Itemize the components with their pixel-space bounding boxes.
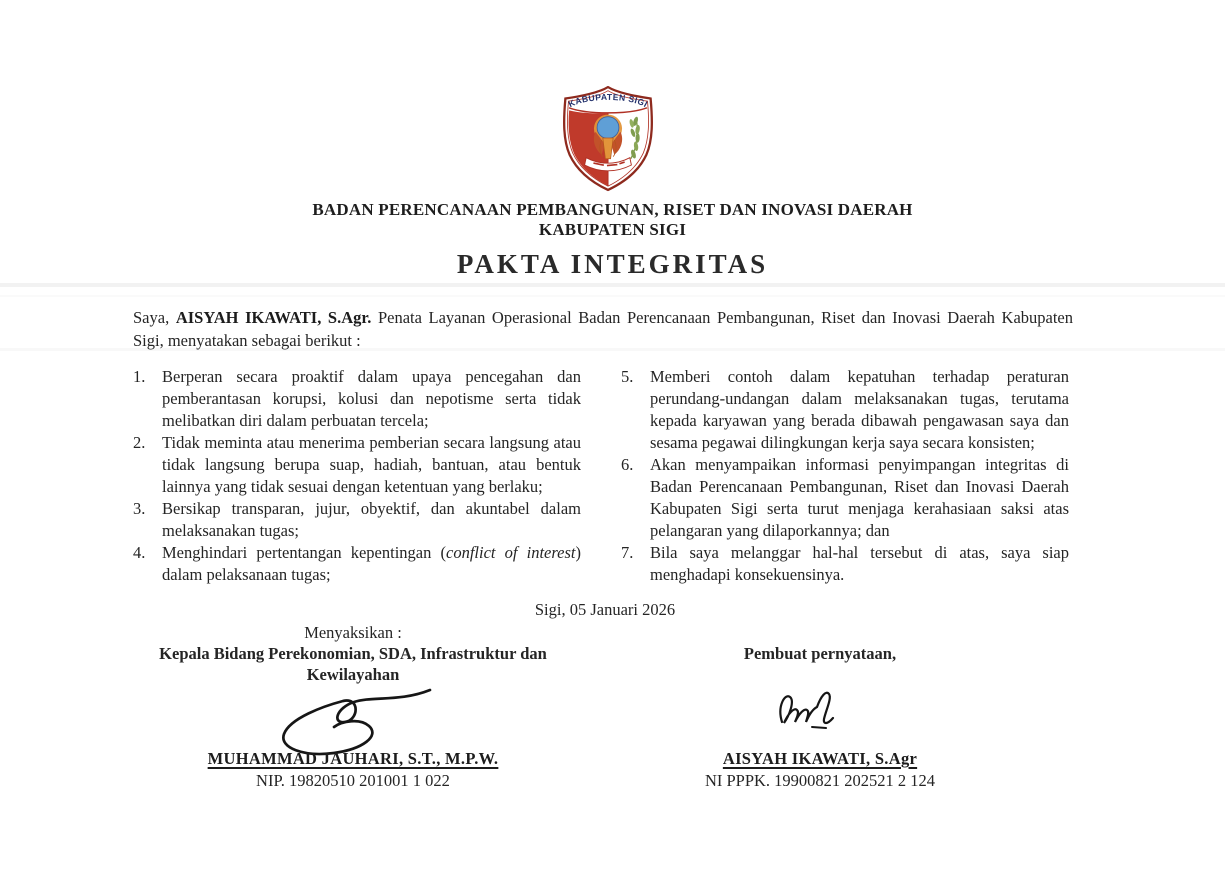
scan-artifact — [0, 283, 1225, 287]
item-text: Berperan secara proaktif dalam upaya pencegahan dan pemberantasan korupsi, kolusi dan nepotisme serta tidak melibatkan diri dalam perbuatan tercela; — [162, 367, 581, 430]
witness-title-line1: Kepala Bidang Perekonomian, SDA, Infrastruktur dan — [159, 644, 547, 663]
item-number: 7. — [621, 543, 634, 562]
integrity-points-list — [133, 366, 1070, 586]
declarant-nip: NI PPPK. 19900821 202521 2 124 — [704, 771, 936, 790]
intro-rest: Penata Layanan Operasional Badan Perencanaan Pembangunan, Riset dan Inovasi Daerah Kabupaten Sigi, menyatakan sebagai berikut : — [133, 308, 1073, 350]
item-text: Tidak meminta atau menerima pemberian secara langsung atau tidak langsung berupa suap, hadiah, bantuan, atau bentuk lainnya yang tidak sesuai dengan ketentuan yang berlaku; — [162, 433, 581, 496]
item-number: 4. — [133, 543, 146, 562]
item-number: 5. — [621, 367, 634, 386]
item-text: Akan menyampaikan informasi penyimpangan integritas di Badan Perencanaan Pembangunan, Riset dan Inovasi Daerah Kabupaten Sigi serta turut menjaga kerahasiaan saksi atas pelangaran yang dilaporkannya; dan — [650, 455, 1069, 540]
org-name-line2: KABUPATEN SIGI — [538, 220, 687, 239]
declarant-name-inline: AISYAH IKAWATI, S.Agr. — [175, 308, 372, 327]
witness-label: Menyaksikan : — [304, 623, 402, 642]
item-number: 3. — [133, 499, 146, 518]
logo-banner-text: KABUPATEN SIGI — [566, 91, 650, 110]
intro-pre: Saya, — [133, 308, 176, 327]
list-item-2 — [133, 432, 581, 498]
item-number: 2. — [133, 433, 146, 452]
list-item-6 — [621, 454, 1069, 542]
item-text: Bersikap transparan, jujur, obyektif, dan akuntabel dalam melaksanakan tugas; — [162, 499, 581, 540]
declarant-signature — [775, 688, 853, 732]
witness-signature — [262, 680, 437, 760]
kabupaten-sigi-logo — [556, 86, 660, 192]
list-item-4 — [133, 542, 581, 586]
intro-paragraph — [133, 306, 1073, 352]
item-text: Memberi contoh dalam kepatuhan terhadap peraturan perundang-undangan dalam melaksanakan tugas, terutama kepada karyawan yang berada dibawah pengawasan saya dan sesama pegawai dilingkungan kerja saya secara konsisten; — [650, 367, 1069, 452]
list-item-7 — [621, 542, 1069, 586]
list-column-right — [621, 366, 1069, 586]
item-text: Bila saya melanggar hal-hal tersebut di atas, saya siap menghadapi konsekuensinya. — [650, 543, 1069, 584]
witness-title-line2: Kewilayahan — [306, 665, 400, 684]
place-date-line: Sigi, 05 Januari 2026 — [534, 600, 676, 619]
list-item-1 — [133, 366, 581, 432]
list-column-left — [133, 366, 581, 586]
witness-name: MUHAMMAD JAUHARI, S.T., M.P.W. — [207, 749, 499, 768]
list-item-5 — [621, 366, 1069, 454]
item-text-italic: conflict of interest — [446, 543, 576, 562]
item-number: 1. — [133, 367, 146, 386]
item-text-post: ) dalam pelaksanaan tugas; — [162, 543, 582, 584]
declarant-label: Pembuat pernyataan, — [743, 644, 897, 663]
declarant-name: AISYAH IKAWATI, S.Agr — [722, 749, 918, 768]
witness-nip: NIP. 19820510 201001 1 022 — [256, 771, 450, 790]
item-text-pre: Menghindari pertentangan kepentingan ( — [162, 543, 447, 562]
witness-position-title — [113, 643, 593, 685]
org-name-line1: BADAN PERENCANAAN PEMBANGUNAN, RISET DAN INOVASI DAERAH — [312, 200, 913, 219]
document-title: PAKTA INTEGRITAS — [456, 249, 769, 279]
item-number: 6. — [621, 455, 634, 474]
list-item-3 — [133, 498, 581, 542]
scan-artifact — [0, 295, 1225, 297]
